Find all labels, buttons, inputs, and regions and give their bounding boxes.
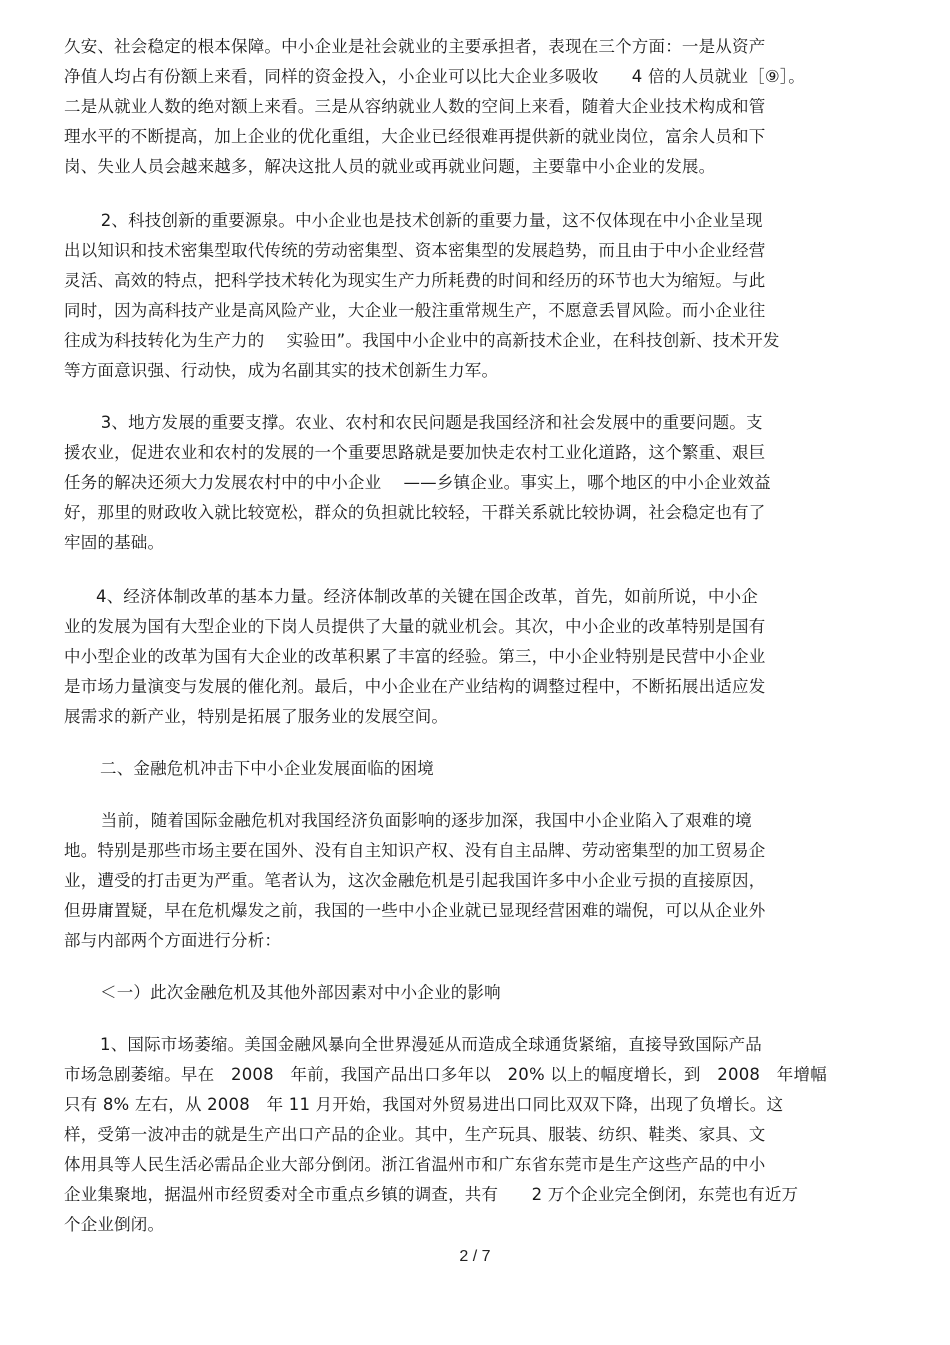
paragraph-start-line: 4、经济体制改革的基本力量。经济体制改革的关键在国企改革，首先，如前所说，中小企 bbox=[96, 587, 758, 606]
text-line: 企业集聚地，据温州市经贸委对全市重点乡镇的调查，共有 2 万个企业完全倒闭，东莞也有近万 bbox=[64, 1185, 799, 1204]
text-line: 业的发展为国有大型企业的下岗人员提供了大量的就业机会。其次，中小企业的改革特别是国有 bbox=[64, 617, 766, 636]
paragraph-start-line: 1、国际市场萎缩。美国金融风暴向全世界漫延从而造成全球通货紧缩，直接导致国际产品 bbox=[100, 1035, 762, 1054]
paragraph-start-line: 3、地方发展的重要支撑。农业、农村和农民问题是我国经济和社会发展中的重要问题。支 bbox=[84, 413, 763, 432]
text-line: 援农业，促进农业和农村的发展的一个重要思路就是要加快走农村工业化道路，这个繁重、艰巨 bbox=[64, 443, 766, 462]
text-line: 任务的解决还须大力发展农村中的中小企业 ——乡镇企业。事实上，哪个地区的中小企业效益 bbox=[64, 473, 771, 492]
text-line: 只有 8% 左右，从 2008 年 11 月开始，我国对外贸易进出口同比双双下降，出现了负增长。这 bbox=[64, 1095, 784, 1114]
text-line: 灵活、高效的特点，把科学技术转化为现实生产力所耗费的时间和经历的环节也大为缩短。与此 bbox=[64, 271, 766, 290]
text-line: 展需求的新产业，特别是拓展了服务业的发展空间。 bbox=[64, 707, 449, 726]
text-line: 样，受第一波冲击的就是生产出口产品的企业。其中，生产玩具、服装、纺织、鞋类、家具、文 bbox=[64, 1125, 766, 1144]
text-line: 体用具等人民生活必需品企业大部分倒闭。浙江省温州市和广东省东莞市是生产这些产品的中小 bbox=[64, 1155, 766, 1174]
text-line: 但毋庸置疑，早在危机爆发之前，我国的一些中小企业就已显现经营困难的端倪，可以从企业外 bbox=[64, 901, 766, 920]
text-line: 等方面意识强、行动快，成为名副其实的技术创新生力军。 bbox=[64, 361, 499, 380]
text-line: 净值人均占有份额上来看，同样的资金投入，小企业可以比大企业多吸收 4 倍的人员就业［⑨］。 bbox=[64, 67, 805, 86]
section-heading: 二、金融危机冲击下中小企业发展面临的困境 bbox=[100, 759, 434, 778]
text-line: 理水平的不断提高，加上企业的优化重组，大企业已经很难再提供新的就业岗位，富余人员和下 bbox=[64, 127, 766, 146]
text-line: 业，遭受的打击更为严重。笔者认为，这次金融危机是引起我国许多中小企业亏损的直接原因， bbox=[64, 871, 766, 890]
text-line: 岗、失业人员会越来越多，解决这批人员的就业或再就业问题，主要靠中小企业的发展。 bbox=[64, 157, 716, 176]
text-line: 部与内部两个方面进行分析： bbox=[64, 931, 282, 950]
text-line: 二是从就业人数的绝对额上来看。三是从容纳就业人数的空间上来看，随着大企业技术构成和管 bbox=[64, 97, 766, 116]
text-line: 往成为科技转化为生产力的 实验田”。我国中小企业中的高新技术企业，在科技创新、技术开发 bbox=[64, 331, 780, 350]
text-line: 出以知识和技术密集型取代传统的劳动密集型、资本密集型的发展趋势，而且由于中小企业经营 bbox=[64, 241, 766, 260]
text-line: 同时，因为高科技产业是高风险产业，大企业一般注重常规生产，不愿意丢冒风险。而小企业往 bbox=[64, 301, 766, 320]
text-line: 是市场力量演变与发展的催化剂。最后，中小企业在产业结构的调整过程中，不断拓展出适应发 bbox=[64, 677, 766, 696]
text-line: 中小型企业的改革为国有大企业的改革积累了丰富的经验。第三，中小企业特别是民营中小企业 bbox=[64, 647, 766, 666]
subsection-heading: ＜一）此次金融危机及其他外部因素对中小企业的影响 bbox=[100, 983, 501, 1002]
text-line: 久安、社会稳定的根本保障。中小企业是社会就业的主要承担者，表现在三个方面：一是从资产 bbox=[64, 37, 766, 56]
text-line: 个企业倒闭。 bbox=[64, 1215, 165, 1234]
text-line: 市场急剧萎缩。早在 2008 年前，我国产品出口多年以 20% 以上的幅度增长，到 2008 年增幅 bbox=[64, 1065, 827, 1084]
paragraph-start-line: 2、科技创新的重要源泉。中小企业也是技术创新的重要力量，这不仅体现在中小企业呈现 bbox=[84, 211, 763, 230]
text-line: 地。特别是那些市场主要在国外、没有自主知识产权、没有自主品牌、劳动密集型的加工贸易企 bbox=[64, 841, 766, 860]
page-number: 2 / 7 bbox=[459, 1248, 491, 1265]
text-line: 好，那里的财政收入就比较宽松，群众的负担就比较轻，干群关系就比较协调，社会稳定也有了 bbox=[64, 503, 766, 522]
paragraph-start-line: 当前，随着国际金融危机对我国经济负面影响的逐步加深，我国中小企业陷入了艰难的境 bbox=[84, 811, 752, 830]
text-line: 牢固的基础。 bbox=[64, 533, 165, 552]
